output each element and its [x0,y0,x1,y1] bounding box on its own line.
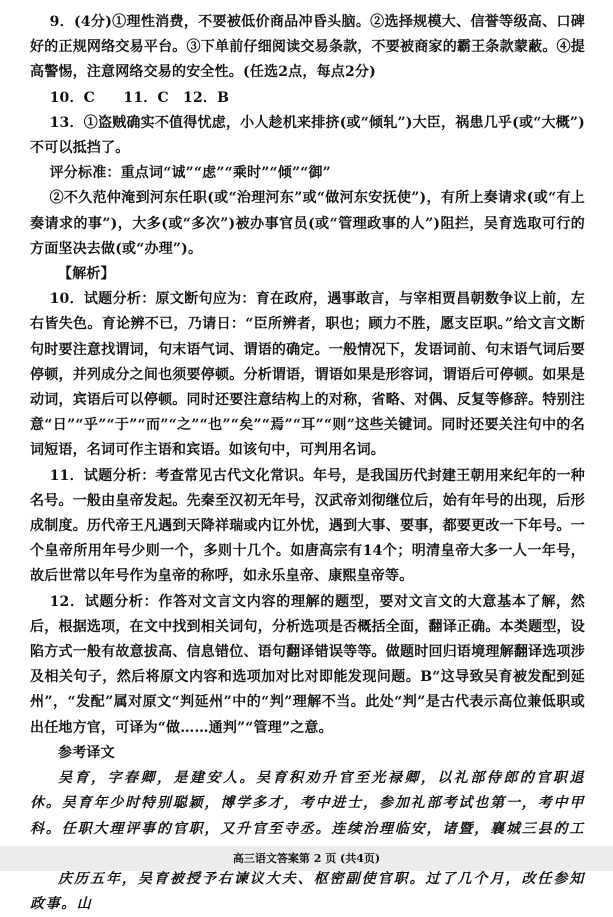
analysis-11: 11．试题分析：考查常见古代文化常识。年号，是我国历代封建王朝用来纪年的一种名号。一般由皇帝发起。先秦至汉初无年号，汉武帝刘彻继位后，始有年号的出现，后形成制度。历代帝王凡遇到天降祥瑞或内讧外忧，遇到大事、要事，都要更改一下年号。一个皇帝所用年号少则一个，多则十几个。如唐高宗有14个；明清皇帝大多一人一年号，故后世常以年号作为皇帝的称呼，如永乐皇帝、康熙皇帝等。 [30,467,585,585]
analysis-heading: 【解析】 [58,266,115,283]
answer-10-12: 10．C 11．C 12．B [49,89,230,106]
answer-13-part2: ②不久范仲淹到河东任职(或“治理河东”或“做河东安抚使”)，有所上奏请求(或“有上奏请求的事”)，大多(或“多次”)被办事官员(或“管理政事的人”)阻拦，吴育选取可行的方面坚决去做(或“办理”)。 [30,190,585,257]
scoring-criteria: 评分标准：重点词“诚”“虑”“乘时”“倾”“御” [49,165,331,182]
analysis-10: 10．试题分析：原文断句应为：育在政府，遇事敢言，与宰相贾昌朝数争议上前，左右皆失色。育论辨不已，乃请日：“臣所辨者，职也；顾力不胜，愿支臣职。”给文言文断句时要注意找谓词，句末语气词、谓语的确定。一般情况下，发语词前、句末语气词后要停顿，并列成分之间也须要停顿。分析谓语，谓语如果是形容词，谓语后可停顿。如果是动词，宾语后可以停顿。同时还要注意结构上的对称，省略、对偶、反复等修辞。特别注意“日”“乎”“于”“而”“之”“也”“矣”“焉”“耳”“则”这些关键词。同时还要关注句中的名词短语，名词可作主语和宾语。如该句中，可判用名词。 [30,291,585,459]
translation-para-2: 庆历五年，吴育被授予右谏议大夫、枢密副使官职。过了几个月，改任参知政事。山 [30,870,585,913]
translation-para-1: 吴育，字春卿，是建安人。吴育积劝升官至光禄卿，以礼部侍郎的官职退休。吴育年少时特别聪颖，博学多才，考中进士，参加礼部考试也第一，考中甲科。任职大理评事的官职，又升官至寺丞。连续治理临安，诸暨，襄城三县的工 [30,770,585,837]
answer-9: 9．(4分)①理性消费，不要被低价商品冲昏头脑。②选择规模大、信誉等级高、口碑好的正规网络交易平台。③下单前仔细阅读交易条款，不要被商家的霸王条款蒙蔽。④提高警惕，注意网络交易的安全性。(任选2点，每点2分) [30,14,585,81]
page-footer: 高三语文答案第 2 页 (共4页) [232,852,381,865]
translation-heading: 参考译文 [58,744,115,761]
analysis-12: 12．试题分析：作答对文言文内容的理解的题型，要对文言文的大意基本了解，然后，根据选项，在文中找到相关词句，分析选项是否概括全面，翻译正确。本类题型，设陷方式一般有故意拔高、信息错位、语句翻译错误等等。做题时回归语境理解翻译选项涉及相关句子，然后将原文内容和选项加对比对即能发现问题。B“这导致吴育被发配到延州”，“发配”属对原文“判延州”中的“判”理解不当。此处“判”是古代表示高位兼低职或出任地方官，可译为“做……通判”“管理”之意。 [30,593,585,736]
answer-13-part1: 13．①盗贼确实不值得忧虑，小人趁机来排挤(或“倾轧”)大臣，祸患几乎(或“大概”)不可以抵挡了。 [30,114,585,157]
